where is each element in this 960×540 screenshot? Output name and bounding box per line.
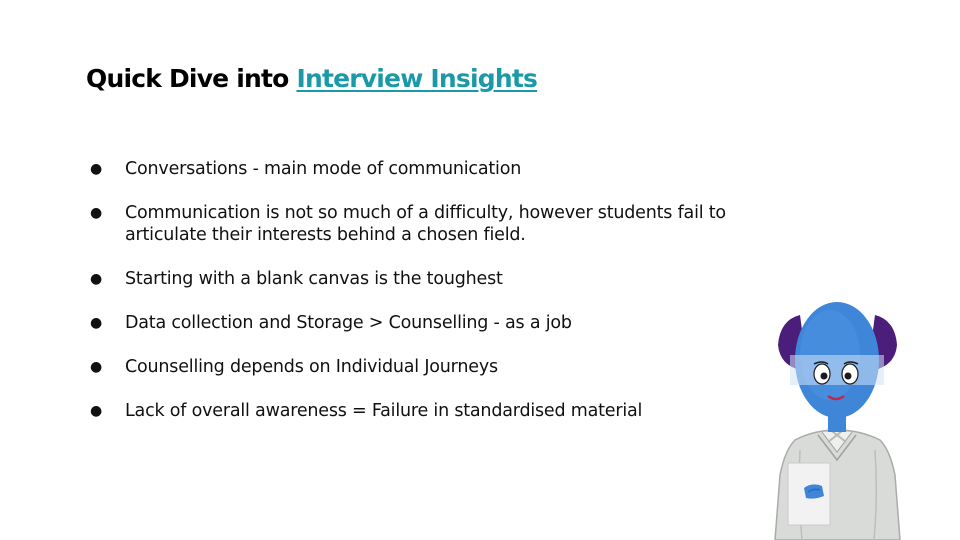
slide-title bbox=[86, 64, 537, 93]
bullet-item bbox=[90, 268, 730, 290]
bullet-text: Data collection and Storage > Counselling - as a job bbox=[125, 313, 572, 333]
bullet-dot-icon: ● bbox=[90, 359, 103, 375]
bullet-item bbox=[90, 202, 730, 246]
bullet-dot-icon: ● bbox=[90, 161, 103, 177]
bullet-text: Counselling depends on Individual Journeys bbox=[125, 357, 498, 377]
title-prefix: Quick Dive into bbox=[86, 64, 297, 93]
bullet-item bbox=[90, 312, 730, 334]
bullet-text: Starting with a blank canvas is the toughest bbox=[125, 269, 503, 289]
bullet-list bbox=[90, 158, 730, 444]
bullet-dot-icon: ● bbox=[90, 205, 103, 221]
bullet-item bbox=[90, 356, 730, 378]
bullet-item bbox=[90, 400, 730, 422]
bullet-dot-icon: ● bbox=[90, 315, 103, 331]
mascot-robot-illustration-icon bbox=[770, 300, 905, 540]
bullet-item bbox=[90, 158, 730, 180]
bullet-dot-icon: ● bbox=[90, 403, 103, 419]
title-link-interview-insights[interactable]: Interview Insights bbox=[296, 64, 538, 93]
bullet-dot-icon: ● bbox=[90, 271, 103, 287]
bullet-text: Communication is not so much of a difficulty, however students fail to articulate their interests behind a chosen field. bbox=[125, 203, 726, 245]
bullet-text: Conversations - main mode of communication bbox=[125, 159, 522, 179]
bullet-text: Lack of overall awareness = Failure in standardised material bbox=[125, 401, 643, 421]
